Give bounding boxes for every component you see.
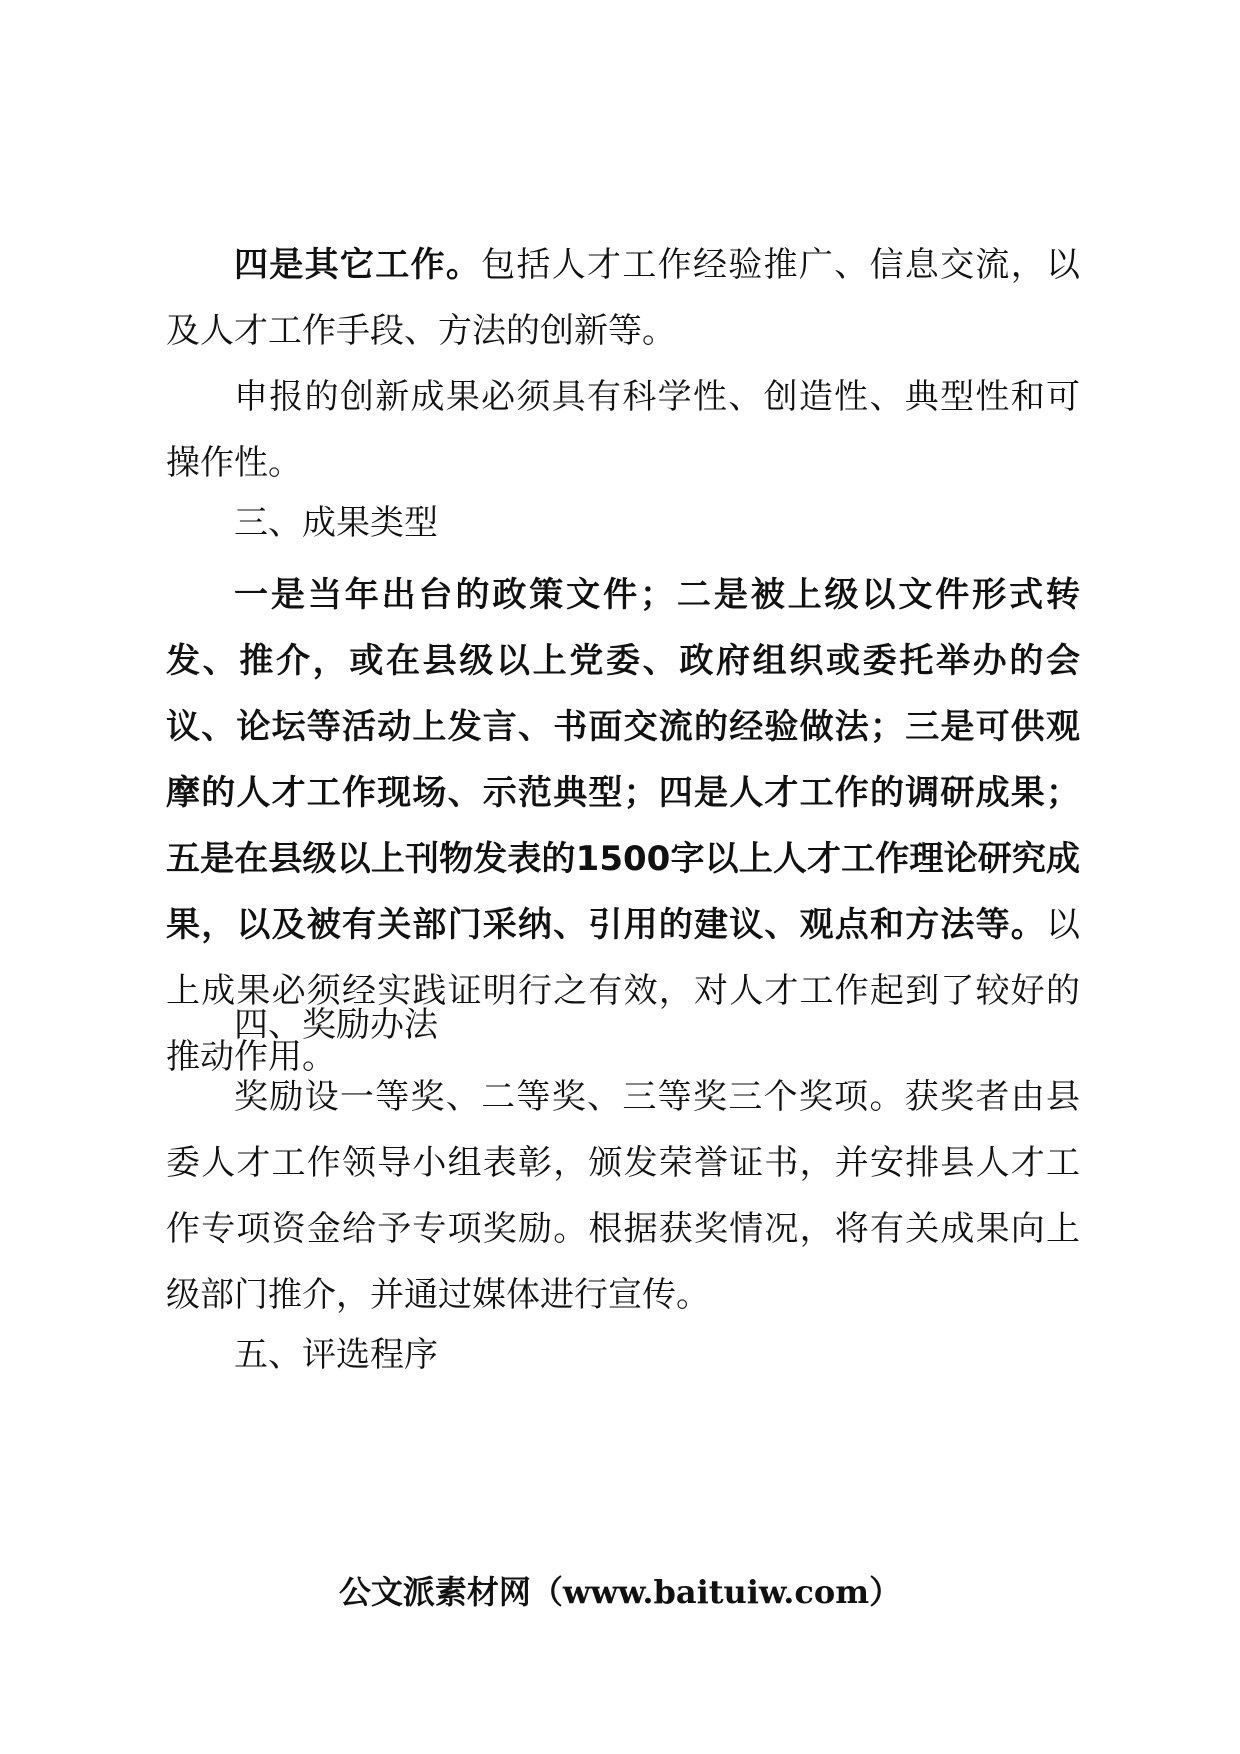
paragraph-lead-bold: 一是当年出台的政策文件；二是被上级以文件形式转发、推介，或在县级以上党委、政府组织或委托举办的会议、论坛等活动上发言、书面交流的经验做法；三是可供观摩的人才工作现场、示范典型；四是人才工作的调研成果；五是在县级以上刊物发表的1500字以上人才工作理论研究成果，以及被有关部门采纳、引用的建议、观点和方法等。 bbox=[166, 575, 1080, 945]
section-heading-result-types: 三、成果类型 bbox=[234, 503, 438, 543]
section-heading-reward-methods: 四、奖励办法 bbox=[234, 1005, 438, 1045]
section-heading-selection-procedure: 五、评选程序 bbox=[234, 1335, 438, 1375]
paragraph-reward-methods: 奖励设一等奖、二等奖、三等奖三个奖项。获奖者由县委人才工作领导小组表彰，颁发荣誉证书，并安排县人才工作专项资金给予专项奖励。根据获奖情况，将有关成果向上级部门推介，并通过媒体进行宣传。 bbox=[166, 1077, 1080, 1315]
paragraph-other-work bbox=[166, 232, 1080, 364]
paragraph-text: 以上成果必须经实践证明行之有效，对人才工作起到了较好的推动作用。 bbox=[166, 905, 1080, 1077]
paragraph-lead-bold: 四是其它工作。 bbox=[234, 245, 482, 285]
footer-source: 公文派素材网（www.baituiw.com） bbox=[338, 1573, 902, 1611]
paragraph-requirements: 申报的创新成果必须具有科学性、创造性、典型性和可操作性。 bbox=[166, 377, 1080, 483]
paragraph-text: 包括人才工作经验推广、信息交流，以及人才工作手段、方法的创新等。 bbox=[166, 245, 1081, 351]
